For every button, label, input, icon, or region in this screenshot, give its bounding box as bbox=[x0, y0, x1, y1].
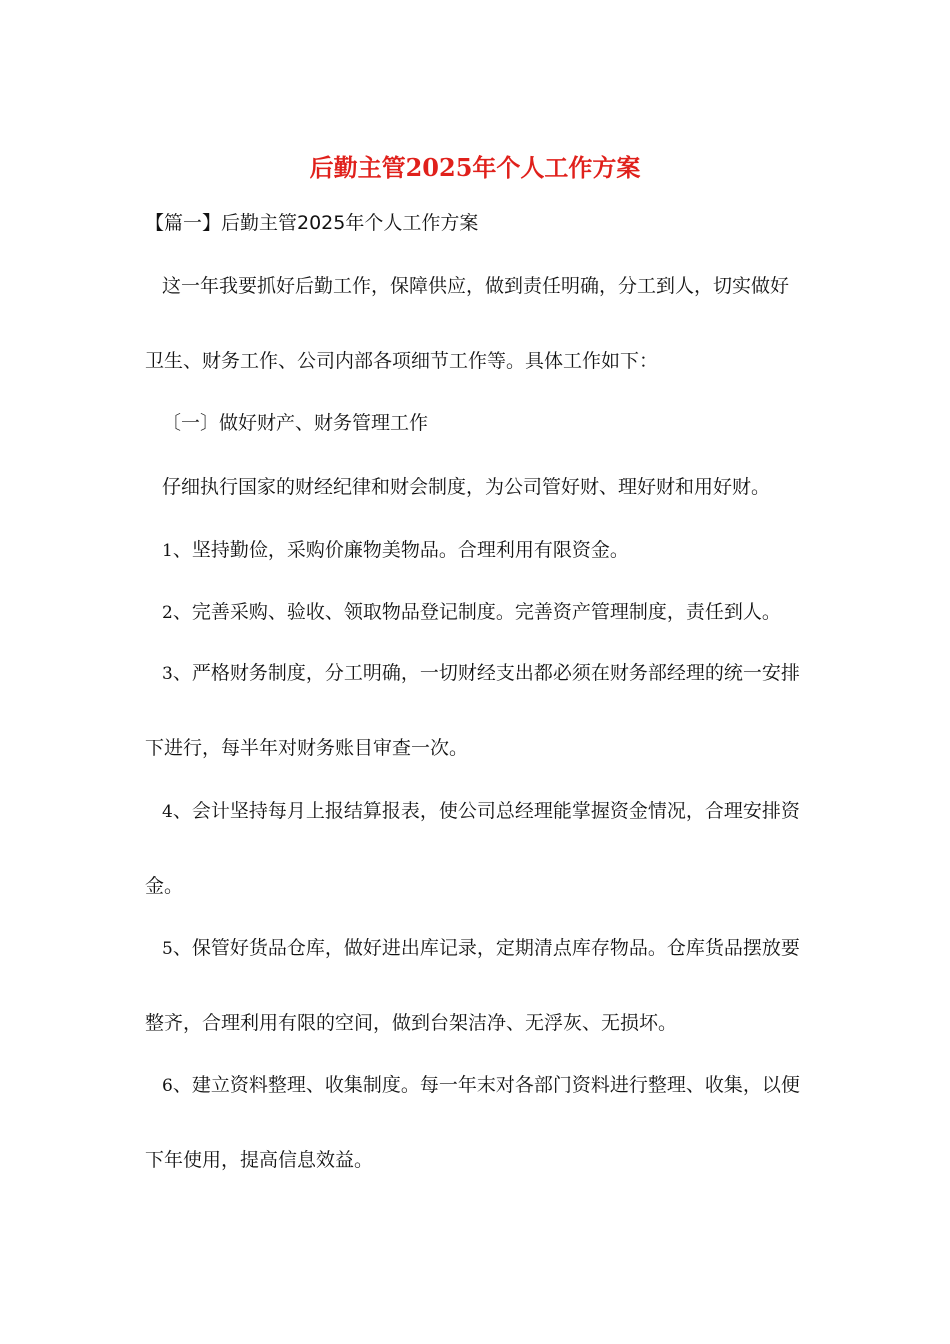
list-item-3 bbox=[162, 658, 827, 689]
list-item-4 bbox=[162, 796, 827, 827]
list-item-6 bbox=[162, 1070, 827, 1101]
section-intro-paragraph: 仔细执行国家的财经纪律和财会制度，为公司管好财、理好财和用好财。 bbox=[162, 476, 771, 498]
document-subtitle: 【篇一】后勤主管2025年个人工作方案 bbox=[145, 212, 479, 234]
list-item-text: 、坚持勤俭，采购价廉物美物品。合理利用有限资金。 bbox=[172, 539, 629, 561]
intro-paragraph-line-1: 这一年我要抓好后勤工作，保障供应，做到责任明确，分工到人，切实做好 bbox=[162, 275, 790, 297]
list-item-text: 、严格财务制度，分工明确，一切财经支出都必须在财务部经理的统一安排 bbox=[172, 662, 800, 684]
list-item-3-continuation: 下进行，每半年对财务账目审查一次。 bbox=[145, 737, 469, 759]
list-item-text: 、建立资料整理、收集制度。每一年末对各部门资料进行整理、收集，以便 bbox=[172, 1074, 800, 1096]
list-item-5 bbox=[162, 933, 827, 964]
list-item-number: 1 bbox=[162, 541, 173, 561]
intro-paragraph-line-2: 卫生、财务工作、公司内部各项细节工作等。具体工作如下： bbox=[145, 350, 659, 372]
list-item-number: 4 bbox=[162, 802, 173, 822]
list-item-text: 、会计坚持每月上报结算报表，使公司总经理能掌握资金情况，合理安排资 bbox=[172, 800, 800, 822]
list-item-text: 、保管好货品仓库，做好进出库记录，定期清点库存物品。仓库货品摆放要 bbox=[172, 937, 800, 959]
section-heading: 〔一〕做好财产、财务管理工作 bbox=[162, 412, 429, 434]
list-item-6-continuation: 下年使用，提高信息效益。 bbox=[145, 1149, 374, 1171]
list-item-5-continuation: 整齐，合理利用有限的空间，做到台架洁净、无浮灰、无损坏。 bbox=[145, 1012, 678, 1034]
list-item-2 bbox=[162, 597, 827, 628]
list-item-number: 6 bbox=[162, 1076, 173, 1096]
document-title: 后勤主管2025年个人工作方案 bbox=[309, 153, 641, 182]
list-item-number: 3 bbox=[162, 664, 173, 684]
list-item-text: 、完善采购、验收、领取物品登记制度。完善资产管理制度，责任到人。 bbox=[172, 601, 781, 623]
list-item-1 bbox=[162, 535, 827, 566]
list-item-number: 5 bbox=[162, 939, 173, 959]
list-item-4-continuation: 金。 bbox=[145, 875, 184, 897]
list-item-number: 2 bbox=[162, 603, 173, 623]
